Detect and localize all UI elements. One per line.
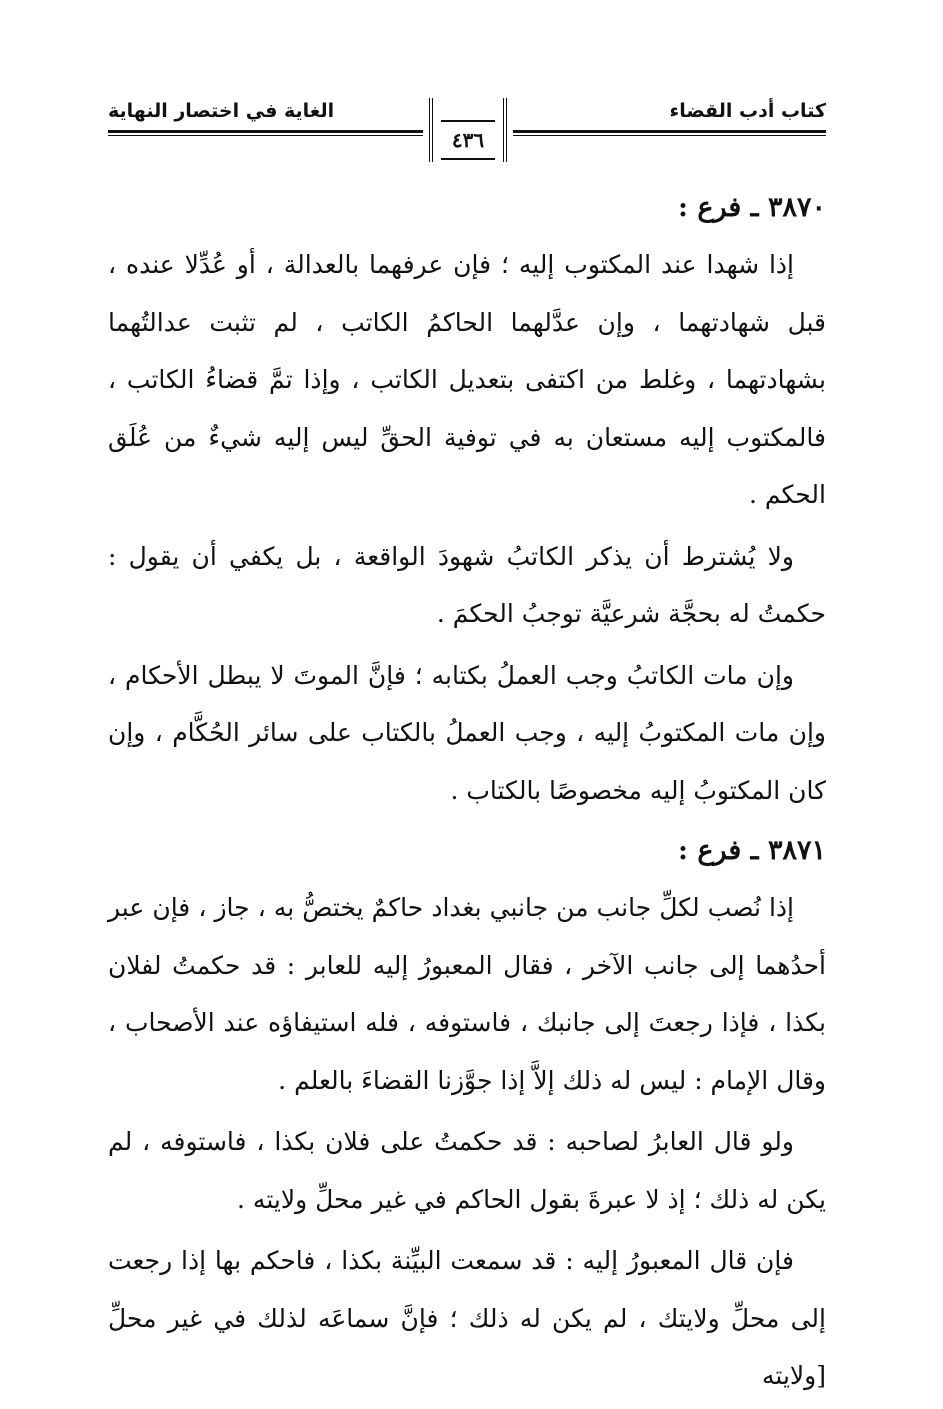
running-head-section: كتاب أدب القضاء bbox=[669, 100, 826, 122]
paragraph: إذا نُصب لكلِّ جانب من جانبي بغداد حاكمٌ يختصُّ به ، جاز ، فإن عبر أحدُهما إلى جانب الآخر ، فقال المعبورُ إليه للعابر : قد حكمتُ لفلان بكذا ، فإذا رجعتَ إلى جانبك ، فاستوفه ، فله استيفاؤه عند الأصحاب ، وقال الإمام : ليس له ذلك إلاَّ إذا جوَّزنا القضاءَ بالعلم . bbox=[108, 893, 826, 1095]
page-number: ٤٣٦ bbox=[451, 128, 485, 152]
running-head-title: الغاية في اختصار النهاية bbox=[108, 100, 335, 122]
paragraph: إذا شهدا عند المكتوب إليه ؛ فإن عرفهما بالعدالة ، أو عُدِّلا عنده ، قبل شهادتهما ، وإن عدَّلهما الحاكمُ الكاتب ، لم تثبت عدالتُهما بشهادتهما ، وغلط من اكتفى بتعديل الكاتب ، وإذا تمَّ قضاءُ الكاتب ، فالمكتوب إليه مستعان به في توفية الحقِّ ليس إليه شيءٌ من عُلَق الحكم . bbox=[108, 250, 826, 509]
paragraph: فإن قال المعبورُ إليه : قد سمعت البيِّنة بكذا ، فاحكم بها إذا رجعت إلى محلِّ ولايتك ، لم يكن له ذلك ؛ فإنَّ سماعَه لذلك في غير محلِّ [ولايته bbox=[108, 1246, 826, 1390]
paragraph: ولو قال العابرُ لصاحبه : قد حكمتُ على فلان بكذا ، فاستوفه ، لم يكن له ذلك ؛ إذ لا عبرةَ بقول الحاكم في غير محلِّ ولايته . bbox=[108, 1127, 826, 1214]
page-number-bottom-line bbox=[441, 158, 495, 160]
page-number-box bbox=[423, 92, 513, 168]
paragraph: وإن مات الكاتبُ وجب العملُ بكتابه ؛ فإنَّ الموتَ لا يبطل الأحكام ، وإن مات المكتوبُ إليه ، وجب العملُ بالكتاب على سائر الحُكَّام ، وإن كان المكتوبُ إليه مخصوصًا بالكتاب . bbox=[108, 660, 826, 805]
section-heading: ٣٨٧٠ ـ فرع : bbox=[677, 192, 826, 223]
page-number-top-line bbox=[441, 120, 495, 122]
page-header bbox=[108, 92, 826, 172]
section-heading: ٣٨٧١ ـ فرع : bbox=[677, 835, 826, 866]
page-body bbox=[108, 180, 826, 1409]
paragraph: ولا يُشترط أن يذكر الكاتبُ شهودَ الواقعة ، بل يكفي أن يقول : حكمتُ له بحجَّة شرعيَّة توجبُ الحكمَ . bbox=[108, 541, 826, 628]
